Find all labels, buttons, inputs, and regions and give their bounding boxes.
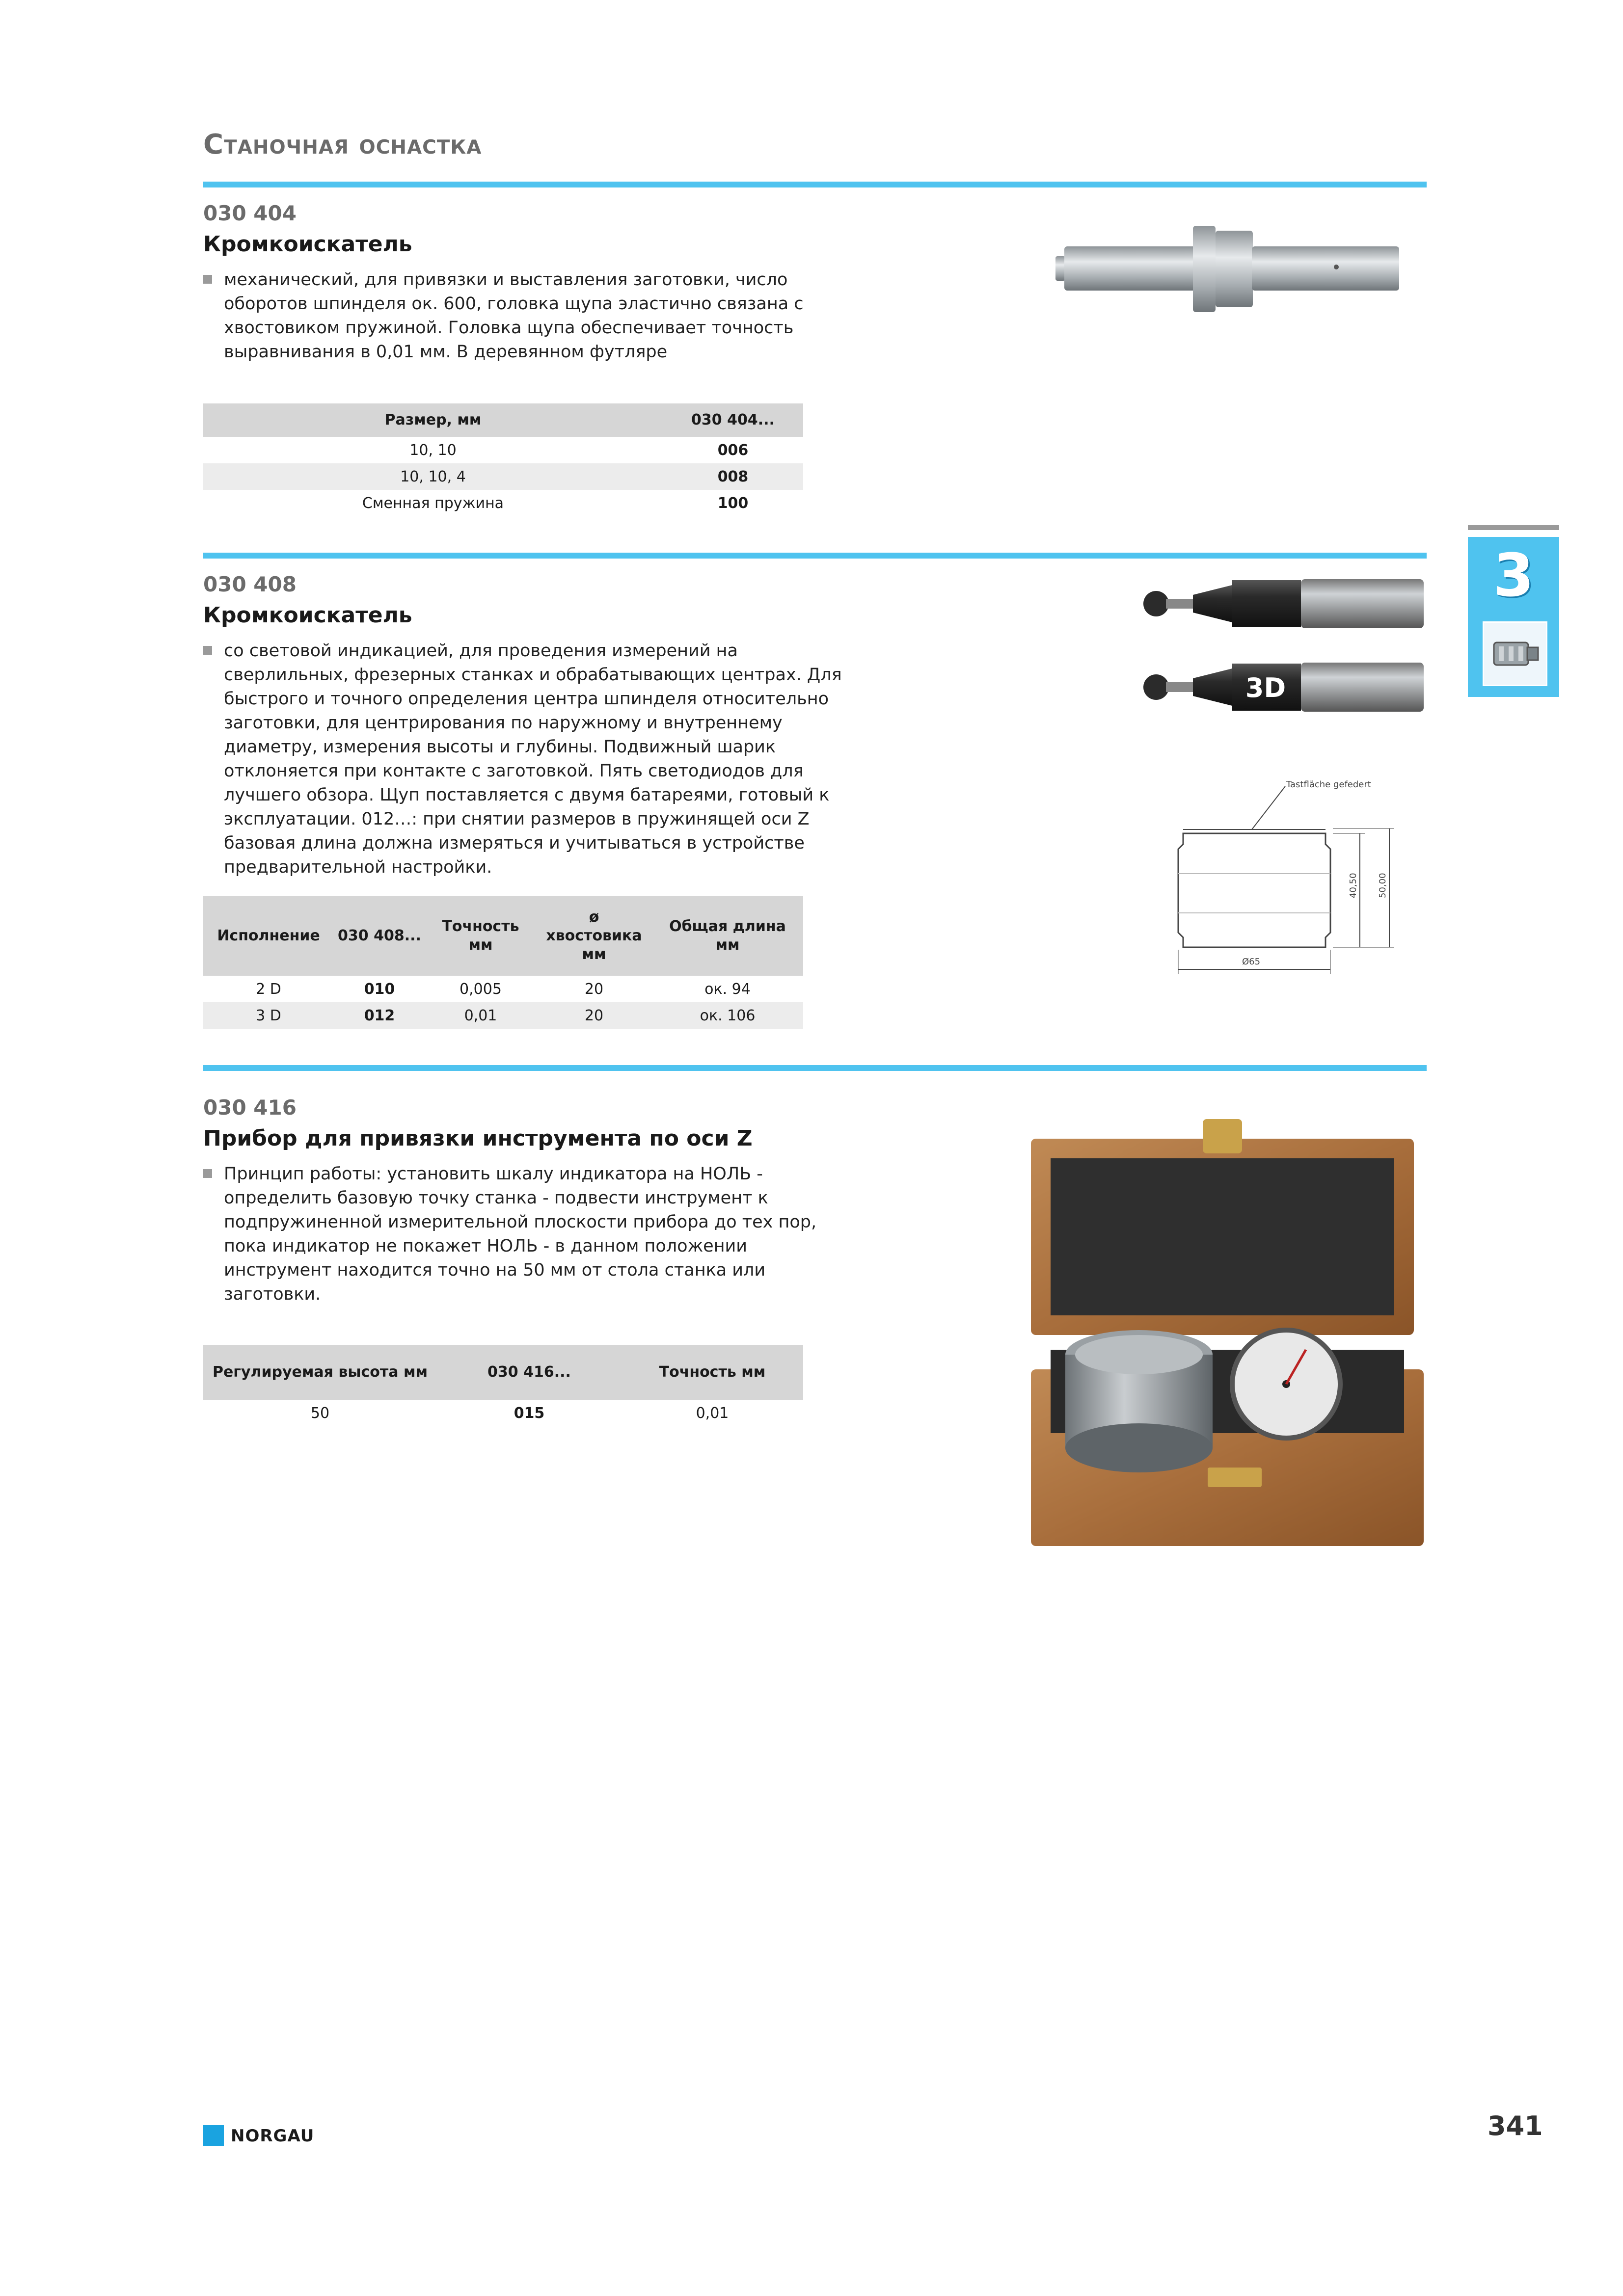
table-cell: 100 [717,494,749,512]
table-cell: 10, 10 [409,441,457,459]
product-description [203,268,851,364]
table-cell: ок. 94 [704,980,751,998]
table-header: 030 408... [334,896,425,976]
table-cell: 012 [334,1002,425,1029]
description-text: со световой индикацией, для проведения измерений на сверлильных, фрезерных станках и обрабатывающих центрах. Для быстрого и точного определения центра шпинделя относительно заготовки, для центрирования по наружному и внутреннему диаметру, измерения высоты и глубины. Подвижный шарик отклоняется при контакте с заготовкой. Пять светодиодов для лучшего обзора. Щуп поставляется с двумя батареями, готовый к эксплуатации. 012…: при снятии размеров в пружинящей оси Z базовая длина должна измеряться и учитываться в устройстве предварительной настройки. [224,641,842,877]
product-name: Прибор для привязки инструмента по оси Z [203,1126,753,1151]
section-divider [203,1065,1427,1071]
table-row [203,1400,803,1426]
table-cell: 3 D [203,1002,334,1029]
table-cell: 008 [663,463,803,490]
table-header: 030 416... [437,1345,622,1400]
product-code: 030 408 [203,572,297,596]
section-divider [203,182,1427,187]
table-row [203,976,803,1002]
table-header: ø хвостовика мм [536,896,652,976]
spec-table [203,896,803,1029]
bullet-icon [203,1169,212,1178]
page-number: 341 [1488,2110,1543,2141]
product-name: Кромкоискатель [203,232,412,257]
chapter-tab[interactable] [1468,537,1559,697]
table-header: Исполнение [203,896,334,976]
table-header: Точность мм [425,896,536,976]
drawing-dim-diameter: Ø65 [1242,957,1261,967]
table-cell: 010 [364,980,395,998]
product-code: 030 416 [203,1095,297,1120]
drawing-note: Tastfläche gefedert [1286,779,1371,790]
chapter-icon [1483,621,1547,686]
brand-name: NORGAU [231,2126,315,2146]
probe-2d-image [1139,574,1434,721]
table-cell: 50 [310,1404,330,1422]
brand-square-icon [203,2125,224,2146]
product-code: 030 404 [203,201,297,225]
table-cell: 006 [717,441,749,459]
tool-setter-case-image [1021,1104,1434,1566]
section-divider [203,553,1427,559]
section-title: Станочная оснастка [203,129,482,160]
table-cell: ок. 106 [652,1002,803,1029]
table-row [203,490,803,516]
table-cell: 10, 10, 4 [203,463,663,490]
table-cell: 20 [536,1002,652,1029]
spec-table [203,1345,803,1426]
brand-logo[interactable] [203,2125,331,2148]
table-cell: 20 [584,980,604,998]
product-name: Кромкоискатель [203,603,412,628]
chapter-number: 3 [1493,542,1534,610]
table-cell: 0,01 [425,1002,536,1029]
table-header: Регулируемая высота мм [203,1345,437,1400]
spec-table [203,403,803,516]
table-row [203,437,803,463]
table-cell: 015 [514,1404,545,1422]
table-header: Размер, мм [203,403,663,437]
bullet-icon [203,646,212,655]
table-cell: 0,005 [460,980,502,998]
chapter-tab-bar [1468,525,1559,530]
probe-3d-label: 3D [1245,672,1286,703]
probe-drawing [1163,775,1419,987]
product-description [203,1162,851,1307]
table-cell: 2 D [256,980,281,998]
table-header: Общая длина мм [652,896,803,976]
description-text: механический, для привязки и выставления заготовки, число оборотов шпинделя ок. 600, головка щупа эластично связана с хвостовиком пружиной. Головка щупа обеспечивает точность выравнивания в 0,01 мм. В деревянном футляре [224,270,804,362]
table-row [203,1002,803,1029]
drawing-dim-h1: 40,50 [1348,873,1358,898]
drawing-dim-h2: 50,00 [1378,873,1388,898]
table-header: 030 404... [663,403,803,437]
table-cell: 0,01 [696,1404,729,1422]
bullet-icon [203,275,212,284]
table-header: Точность мм [622,1345,803,1400]
description-text: Принцип работы: установить шкалу индикатора на НОЛЬ - определить базовую точку станка - подвести инструмент к подпружиненной измерительной плоскости прибора до тех пор, пока индикатор не покажет НОЛЬ - в данном положении инструмент находится точно на 50 мм от стола станка или заготовки. [224,1164,817,1304]
table-row [203,463,803,490]
product-description [203,639,851,880]
edge-finder-image [1046,216,1419,324]
table-cell: Сменная пружина [362,494,504,512]
